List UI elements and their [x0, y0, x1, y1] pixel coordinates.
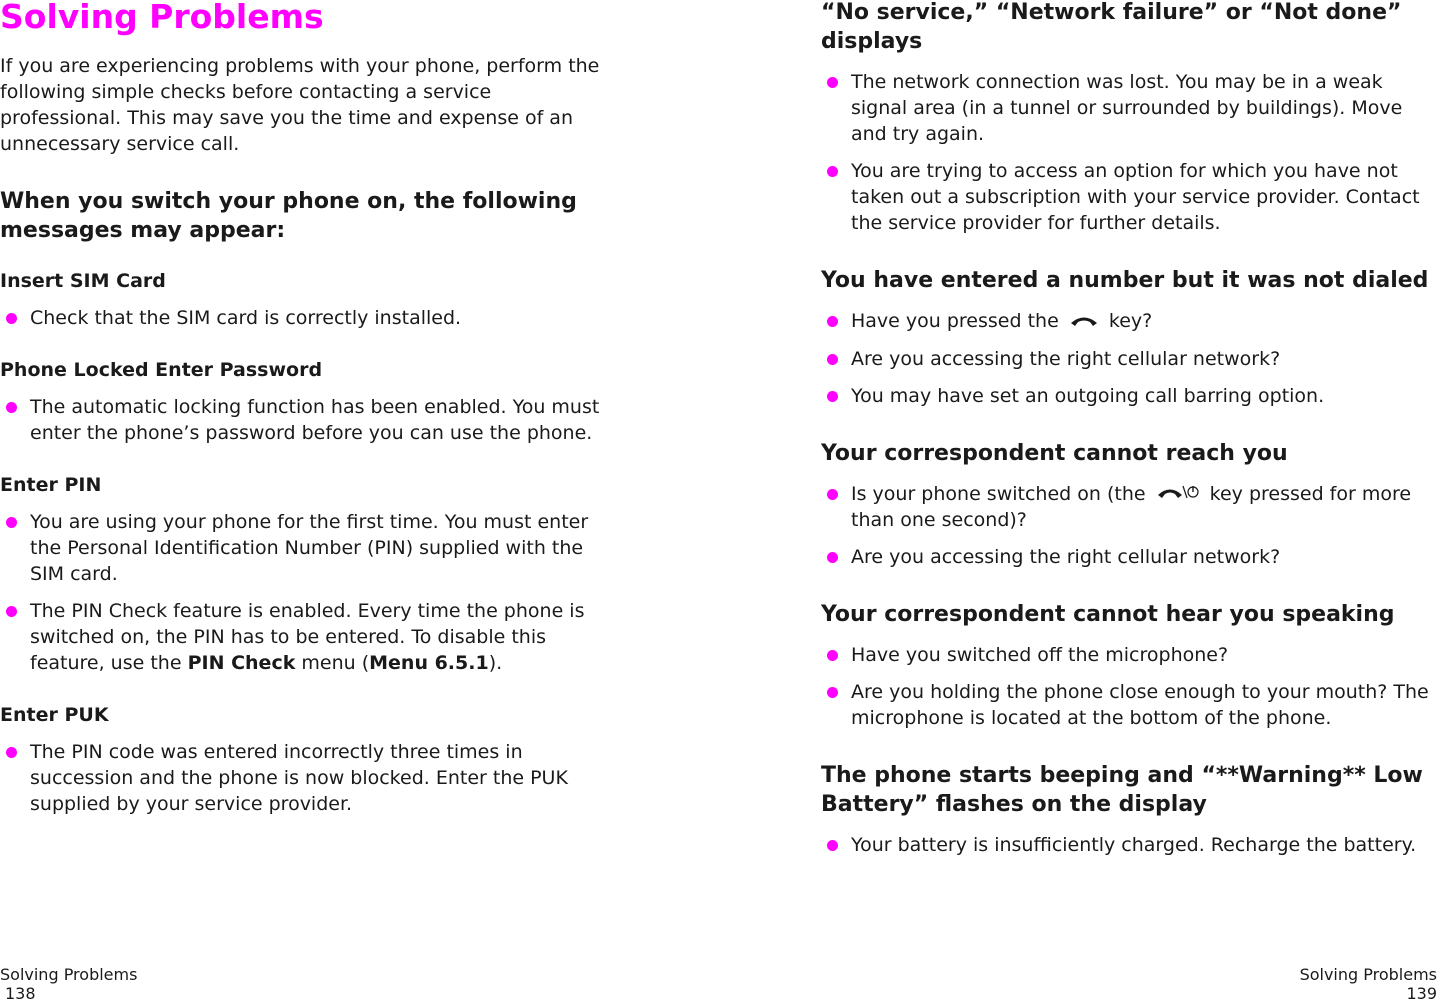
- bullet-text: ).: [488, 652, 503, 674]
- enter-puk-bullet-1: [0, 739, 615, 817]
- bullet-dot-icon: [6, 747, 17, 758]
- bullet-text: Have you switched off the microphone?: [851, 644, 1229, 666]
- footer-title: Solving Problems: [0, 965, 138, 984]
- bullet-text: Are you holding the phone close enough to your mouth? The microphone is located at the bottom of the phone.: [851, 681, 1429, 729]
- left-page: [0, 0, 615, 817]
- cannot-hear-heading: Your correspondent cannot hear you speaking: [821, 602, 1395, 627]
- end-power-key-icon: [1156, 481, 1200, 507]
- bullet-dot-icon: [827, 650, 838, 661]
- bullet-dot-icon: [827, 77, 838, 88]
- bullet-text: Are you accessing the right cellular network?: [851, 347, 1281, 370]
- bullet-dot-icon: [827, 316, 838, 327]
- footer-title: Solving Problems: [1299, 965, 1437, 984]
- bullet-text: Check that the SIM card is correctly installed.: [30, 307, 462, 329]
- bullet-text: The PIN Check feature is enabled. Every time the phone is switched on, the PIN has to be entered. To disable this feature, use the: [30, 600, 585, 674]
- not-dialed-bullet-3: [821, 383, 1437, 409]
- no-service-bullet-2: [821, 158, 1437, 236]
- bullet-text: key pressed for more than one second)?: [851, 482, 1412, 531]
- bullet-text: Is your phone switched on (the: [851, 482, 1146, 505]
- bullet-text: The PIN code was entered incorrectly three times in succession and the phone is now blocked. Enter the PUK supplied by your service provider.: [30, 741, 568, 815]
- send-key-icon: [1069, 309, 1099, 335]
- bullet-dot-icon: [827, 552, 838, 563]
- not-dialed-bullet-1: [821, 308, 1437, 335]
- cannot-reach-bullet-2: [821, 544, 1437, 570]
- bullet-dot-icon: [827, 687, 838, 698]
- insert-sim-bullet-1: [0, 305, 615, 331]
- insert-sim-heading: Insert SIM Card: [0, 270, 166, 292]
- bullet-text: You are using your phone for the first time. You must enter the Personal Identification Number (PIN) supplied with the SIM card.: [30, 511, 589, 585]
- page-number: 138: [5, 984, 36, 1003]
- cannot-reach-heading: Your correspondent cannot reach you: [821, 440, 1288, 466]
- not-dialed-heading: You have entered a number but it was not dialed: [821, 268, 1429, 293]
- bullet-text: key?: [1108, 310, 1153, 332]
- cannot-reach-bullet-1: [821, 481, 1437, 534]
- bullet-dot-icon: [827, 391, 838, 402]
- beeping-bullet-1: [821, 832, 1437, 858]
- footer-right: [1300, 965, 1437, 1003]
- enter-pin-bullet-1: [0, 509, 615, 587]
- bullet-dot-icon: [827, 840, 838, 851]
- bullet-dot-icon: [6, 313, 17, 324]
- pin-check-menu-name: PIN Check: [187, 652, 296, 674]
- bullet-text: Your battery is insufficiently charged. Recharge the battery.: [851, 834, 1417, 856]
- enter-pin-heading: Enter PIN: [0, 474, 102, 496]
- bullet-dot-icon: [6, 517, 17, 528]
- phone-locked-heading: Phone Locked Enter Password: [0, 359, 323, 381]
- enter-puk-heading: Enter PUK: [0, 704, 109, 726]
- enter-pin-bullet-2: [0, 598, 615, 676]
- no-service-heading: “No service,” “Network failure” or “Not done” displays: [821, 0, 1402, 54]
- bullet-text: You are trying to access an option for which you have not taken out a subscription with your service provider. Contact the service provider for further details.: [851, 160, 1420, 234]
- footer-left: [0, 965, 137, 1003]
- bullet-text: Have you pressed the: [851, 310, 1059, 332]
- bullet-text: Are you accessing the right cellular network?: [851, 546, 1281, 568]
- bullet-text: The network connection was lost. You may be in a weak signal area (in a tunnel or surrounded by buildings). Move and try again.: [851, 71, 1403, 145]
- page-number: 139: [1406, 984, 1437, 1003]
- no-service-bullet-1: [821, 69, 1437, 147]
- section-heading: When you switch your phone on, the following messages may appear:: [0, 189, 577, 243]
- bullet-dot-icon: [6, 402, 17, 413]
- bullet-dot-icon: [827, 166, 838, 177]
- menu-number: Menu 6.5.1: [369, 652, 489, 674]
- bullet-text: You may have set an outgoing call barring option.: [851, 384, 1325, 407]
- bullet-dot-icon: [6, 606, 17, 617]
- bullet-dot-icon: [827, 354, 838, 365]
- bullet-text: menu (: [295, 652, 370, 674]
- beeping-heading: The phone starts beeping and “**Warning** Low Battery” flashes on the display: [821, 763, 1423, 817]
- bullet-text: The automatic locking function has been enabled. You must enter the phone’s password before you can use the phone.: [30, 396, 600, 444]
- phone-locked-bullet-1: [0, 394, 615, 446]
- not-dialed-bullet-2: [821, 346, 1437, 372]
- cannot-hear-bullet-2: [821, 679, 1437, 731]
- intro-paragraph: If you are experiencing problems with your phone, perform the following simple checks before contacting a service professional. This may save you the time and expense of an unnecessary service call.: [0, 55, 600, 155]
- bullet-dot-icon: [827, 489, 838, 500]
- page-title: Solving Problems: [0, 0, 324, 36]
- cannot-hear-bullet-1: [821, 642, 1437, 668]
- right-page: [821, 0, 1437, 858]
